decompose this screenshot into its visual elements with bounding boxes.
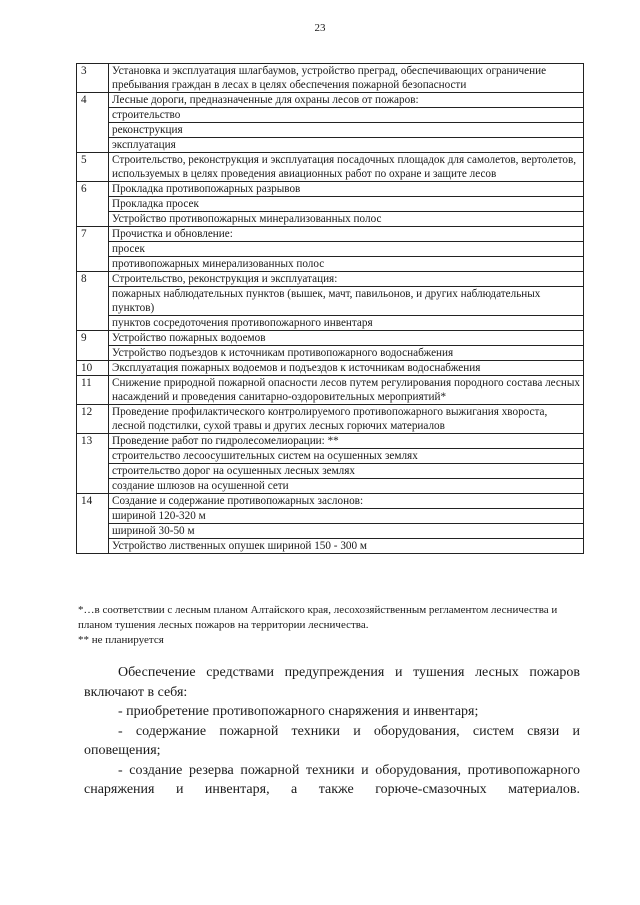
measure-text: Строительство, реконструкция и эксплуатация посадочных площадок для самолетов, вертолетов, используемых в целях проведения авиационных работ по охране и защите лесов <box>109 153 584 182</box>
measure-text: Прокладка противопожарных разрывов <box>109 182 584 197</box>
measure-text: Снижение природной пожарной опасности лесов путем регулирования породного состава лесных насаждений и проведения санитарно-оздоровительных мероприятий* <box>109 376 584 405</box>
table-row <box>77 272 584 287</box>
list-item-reserve: - создание резерва пожарной техники и оборудования, противопожарного снаряжения и инвентаря, а также горюче-смазочных материалов. <box>84 762 580 797</box>
table-row <box>77 539 584 554</box>
table-row <box>77 524 584 539</box>
list-item-maintenance: - содержание пожарной техники и оборудования, систем связи и оповещения; <box>84 723 580 758</box>
footnote-single-star: *…в соответствии с лесным планом Алтайского края, лесохозяйственным регламентом лесничества и планом тушения лесных пожаров на территории лесничества. <box>78 604 558 631</box>
measure-text: Прочистка и обновление: <box>109 227 584 242</box>
row-number: 10 <box>77 361 109 376</box>
measure-text: просек <box>109 242 584 257</box>
measure-text: пожарных наблюдательных пунктов (вышек, мачт, павильонов, и других наблюдательных пунктов) <box>109 287 584 316</box>
table-row <box>77 494 584 509</box>
table-row <box>77 123 584 138</box>
list-item-equipment: - приобретение противопожарного снаряжения и инвентаря; <box>118 704 479 719</box>
body-text <box>84 663 580 800</box>
table-row <box>77 376 584 405</box>
measure-text: Лесные дороги, предназначенные для охраны лесов от пожаров: <box>109 93 584 108</box>
row-number: 12 <box>77 405 109 434</box>
table-body <box>77 64 584 554</box>
table-row <box>77 361 584 376</box>
table-row <box>77 449 584 464</box>
table-row <box>77 257 584 272</box>
measure-text: Создание и содержание противопожарных заслонов: <box>109 494 584 509</box>
table-row <box>77 316 584 331</box>
measure-text: шириной 120-320 м <box>109 509 584 524</box>
measure-text: Строительство, реконструкция и эксплуатация: <box>109 272 584 287</box>
measure-text: Прокладка просек <box>109 197 584 212</box>
measure-text: реконструкция <box>109 123 584 138</box>
measure-text: строительство лесоосушительных систем на осушенных землях <box>109 449 584 464</box>
table-row <box>77 331 584 346</box>
row-number: 11 <box>77 376 109 405</box>
measure-text: пунктов сосредоточения противопожарного инвентаря <box>109 316 584 331</box>
table-row <box>77 182 584 197</box>
table-row <box>77 242 584 257</box>
row-number: 13 <box>77 434 109 494</box>
row-number: 9 <box>77 331 109 361</box>
page-number: 23 <box>314 22 326 34</box>
table-row <box>77 464 584 479</box>
measure-text: Установка и эксплуатация шлагбаумов, устройство преград, обеспечивающих ограничение пребывания граждан в лесах в целях обеспечения пожарной безопасности <box>109 64 584 93</box>
row-number: 7 <box>77 227 109 272</box>
table-row <box>77 212 584 227</box>
measure-text: противопожарных минерализованных полос <box>109 257 584 272</box>
table-row <box>77 227 584 242</box>
table-row <box>77 287 584 316</box>
table-row <box>77 93 584 108</box>
measure-text: строительство дорог на осушенных лесных землях <box>109 464 584 479</box>
table-row <box>77 434 584 449</box>
row-number: 5 <box>77 153 109 182</box>
fire-measures-table <box>76 63 584 554</box>
table-row <box>77 153 584 182</box>
row-number: 14 <box>77 494 109 554</box>
table-row <box>77 509 584 524</box>
row-number: 6 <box>77 182 109 227</box>
measure-text: шириной 30-50 м <box>109 524 584 539</box>
measure-text: Устройство лиственных опушек шириной 150 - 300 м <box>109 539 584 554</box>
footnotes <box>78 603 588 648</box>
measure-text: Проведение профилактического контролируемого противопожарного выжигания хвороста, лесной подстилки, сухой травы и других лесных горючих материалов <box>109 405 584 434</box>
measure-text: Проведение работ по гидролесомелиорации: ** <box>109 434 584 449</box>
row-number: 8 <box>77 272 109 331</box>
table-row <box>77 197 584 212</box>
measure-text: создание шлюзов на осушенной сети <box>109 479 584 494</box>
intro-paragraph: Обеспечение средствами предупреждения и тушения лесных пожаров включают в себя: <box>84 665 580 700</box>
measure-text: Устройство противопожарных минерализованных полос <box>109 212 584 227</box>
row-number: 4 <box>77 93 109 153</box>
table-row <box>77 64 584 93</box>
measure-text: Устройство подъездов к источникам противопожарного водоснабжения <box>109 346 584 361</box>
measure-text: Устройство пожарных водоемов <box>109 331 584 346</box>
table-row <box>77 108 584 123</box>
row-number: 3 <box>77 64 109 93</box>
table-row <box>77 479 584 494</box>
measure-text: строительство <box>109 108 584 123</box>
measure-text: Эксплуатация пожарных водоемов и подъездов к источникам водоснабжения <box>109 361 584 376</box>
table-row <box>77 405 584 434</box>
table-row <box>77 138 584 153</box>
measure-text: эксплуатация <box>109 138 584 153</box>
table-row <box>77 346 584 361</box>
footnote-double-star: ** не планируется <box>78 634 164 646</box>
